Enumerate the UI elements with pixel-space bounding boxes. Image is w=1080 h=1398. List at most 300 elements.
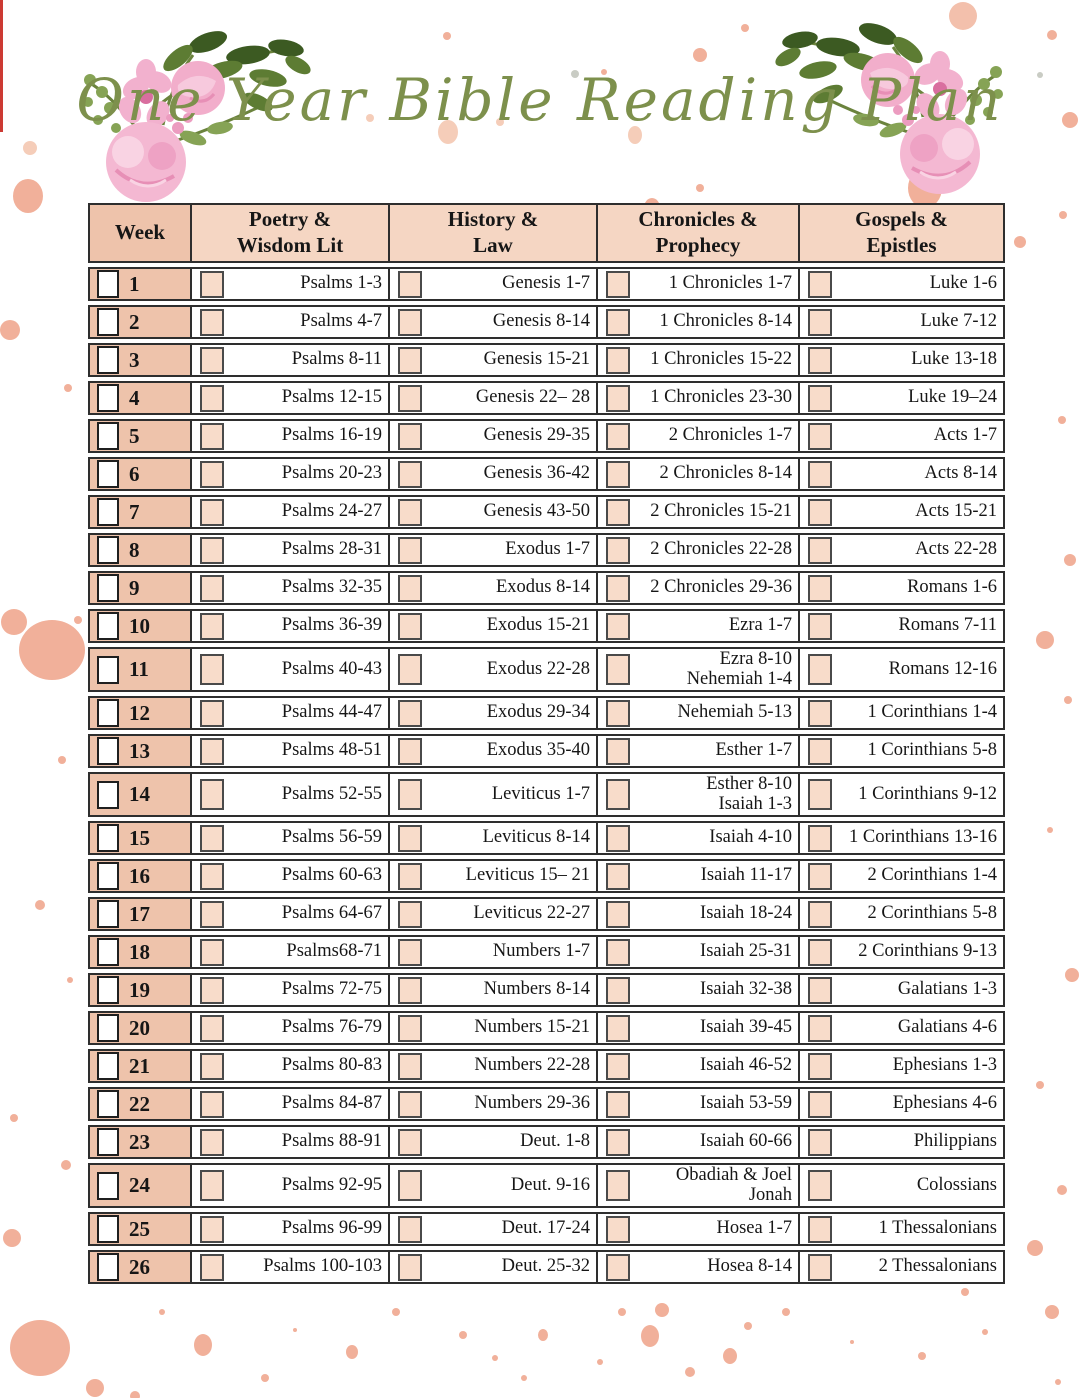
reading-checkbox[interactable] xyxy=(606,1254,630,1281)
week-number: 5 xyxy=(129,423,140,448)
reading-label: Deut. 25-32 xyxy=(501,1256,590,1277)
reading-checkbox[interactable] xyxy=(606,1015,630,1042)
reading-checkbox[interactable] xyxy=(200,939,224,966)
reading-checkbox[interactable] xyxy=(398,1091,422,1118)
column-header-label: Gospels & Epistles xyxy=(855,207,948,257)
week-checkbox[interactable] xyxy=(97,938,119,966)
reading-checkbox[interactable] xyxy=(606,825,630,852)
reading-label: Romans 12-16 xyxy=(888,658,997,679)
week-cell xyxy=(90,345,190,375)
reading-checkbox[interactable] xyxy=(398,901,422,928)
plan-row xyxy=(88,609,1005,643)
reading-checkbox[interactable] xyxy=(398,423,422,450)
reading-checkbox[interactable] xyxy=(200,1091,224,1118)
reading-checkbox[interactable] xyxy=(808,271,832,298)
reading-checkbox[interactable] xyxy=(200,738,224,765)
reading-checkbox[interactable] xyxy=(398,738,422,765)
reading-cell-gospels xyxy=(798,861,1003,891)
week-checkbox[interactable] xyxy=(97,270,119,298)
week-number: 12 xyxy=(129,700,150,725)
reading-label: Numbers 15-21 xyxy=(474,1017,590,1038)
reading-checkbox[interactable] xyxy=(200,309,224,336)
reading-label: Deut. 17-24 xyxy=(501,1218,590,1239)
reading-checkbox[interactable] xyxy=(606,537,630,564)
reading-checkbox[interactable] xyxy=(398,1129,422,1156)
reading-label: Esther 8-10 Isaiah 1-3 xyxy=(706,773,792,814)
reading-cell-poetry xyxy=(190,975,388,1005)
reading-checkbox[interactable] xyxy=(808,385,832,412)
reading-checkbox[interactable] xyxy=(808,1053,832,1080)
week-checkbox[interactable] xyxy=(97,862,119,890)
reading-cell-chronicles xyxy=(596,861,798,891)
reading-cell-history xyxy=(388,1214,596,1244)
column-header-label: Poetry & Wisdom Lit xyxy=(236,207,344,257)
reading-label: Isaiah 53-59 xyxy=(700,1093,792,1114)
reading-label: Leviticus 22-27 xyxy=(473,903,590,924)
reading-cell-chronicles xyxy=(596,1127,798,1157)
reading-cell-gospels xyxy=(798,736,1003,766)
reading-label: 2 Corinthians 9-13 xyxy=(858,941,997,962)
reading-label: Psalms 56-59 xyxy=(281,827,382,848)
reading-checkbox[interactable] xyxy=(398,309,422,336)
reading-label: 1 Corinthians 13-16 xyxy=(849,827,997,848)
plan-row xyxy=(88,571,1005,605)
reading-checkbox[interactable] xyxy=(808,347,832,374)
reading-checkbox[interactable] xyxy=(200,901,224,928)
reading-checkbox[interactable] xyxy=(606,977,630,1004)
reading-checkbox[interactable] xyxy=(398,863,422,890)
reading-label: 2 Thessalonians xyxy=(878,1256,997,1277)
reading-checkbox[interactable] xyxy=(398,271,422,298)
reading-cell-chronicles xyxy=(596,497,798,527)
reading-cell-gospels xyxy=(798,307,1003,337)
reading-cell-chronicles xyxy=(596,383,798,413)
reading-cell-poetry xyxy=(190,1165,388,1206)
week-number: 8 xyxy=(129,537,140,562)
reading-label: Numbers 22-28 xyxy=(474,1055,590,1076)
reading-checkbox[interactable] xyxy=(398,939,422,966)
reading-checkbox[interactable] xyxy=(200,825,224,852)
reading-cell-gospels xyxy=(798,1252,1003,1282)
week-number: 16 xyxy=(129,863,150,888)
reading-checkbox[interactable] xyxy=(398,499,422,526)
reading-checkbox[interactable] xyxy=(200,1129,224,1156)
reading-cell-gospels xyxy=(798,899,1003,929)
week-cell xyxy=(90,383,190,413)
reading-cell-history xyxy=(388,698,596,728)
reading-cell-poetry xyxy=(190,307,388,337)
week-number: 3 xyxy=(129,347,140,372)
reading-label: Psalms 48-51 xyxy=(281,740,382,761)
plan-row xyxy=(88,1011,1005,1045)
reading-cell-history xyxy=(388,937,596,967)
reading-checkbox[interactable] xyxy=(200,779,224,810)
reading-checkbox[interactable] xyxy=(808,825,832,852)
reading-label: 2 Corinthians 5-8 xyxy=(867,903,997,924)
reading-cell-poetry xyxy=(190,649,388,690)
reading-checkbox[interactable] xyxy=(808,977,832,1004)
week-checkbox[interactable] xyxy=(97,422,119,450)
reading-cell-chronicles xyxy=(596,1165,798,1206)
reading-label: Psalms 80-83 xyxy=(281,1055,382,1076)
reading-checkbox[interactable] xyxy=(398,461,422,488)
week-checkbox[interactable] xyxy=(97,1052,119,1080)
reading-checkbox[interactable] xyxy=(398,575,422,602)
week-checkbox[interactable] xyxy=(97,737,119,765)
reading-checkbox[interactable] xyxy=(808,654,832,685)
reading-label: Philippians xyxy=(913,1131,997,1152)
reading-label: Psalms 92-95 xyxy=(281,1174,382,1195)
reading-checkbox[interactable] xyxy=(808,901,832,928)
reading-cell-history xyxy=(388,459,596,489)
reading-checkbox[interactable] xyxy=(200,863,224,890)
column-header-chronicles xyxy=(596,205,798,261)
reading-label: Exodus 1-7 xyxy=(505,539,590,560)
reading-cell-gospels xyxy=(798,1013,1003,1043)
reading-checkbox[interactable] xyxy=(398,1053,422,1080)
reading-checkbox[interactable] xyxy=(606,499,630,526)
reading-cell-gospels xyxy=(798,1051,1003,1081)
reading-checkbox[interactable] xyxy=(808,575,832,602)
reading-checkbox[interactable] xyxy=(200,461,224,488)
reading-label: Psalms 72-75 xyxy=(281,979,382,1000)
reading-checkbox[interactable] xyxy=(808,700,832,727)
reading-label: Genesis 15-21 xyxy=(483,349,590,370)
reading-label: Esther 1-7 xyxy=(715,740,792,761)
reading-label: Deut. 9-16 xyxy=(510,1174,590,1195)
week-number: 24 xyxy=(129,1173,150,1197)
reading-checkbox[interactable] xyxy=(200,1053,224,1080)
reading-label: 1 Chronicles 23-30 xyxy=(650,387,792,408)
reading-label: Psalms 1-3 xyxy=(300,273,382,294)
reading-checkbox[interactable] xyxy=(606,654,630,685)
plan-row xyxy=(88,343,1005,377)
plan-row xyxy=(88,973,1005,1007)
reading-cell-gospels xyxy=(798,535,1003,565)
reading-checkbox[interactable] xyxy=(398,613,422,640)
plan-row xyxy=(88,533,1005,567)
reading-label: Ephesians 1-3 xyxy=(892,1055,997,1076)
reading-cell-history xyxy=(388,1165,596,1206)
reading-checkbox[interactable] xyxy=(606,423,630,450)
reading-checkbox[interactable] xyxy=(200,1216,224,1243)
reading-checkbox[interactable] xyxy=(808,779,832,810)
week-number: 9 xyxy=(129,575,140,600)
reading-cell-poetry xyxy=(190,421,388,451)
reading-checkbox[interactable] xyxy=(606,1129,630,1156)
reading-label: Psalms 96-99 xyxy=(281,1218,382,1239)
reading-cell-poetry xyxy=(190,345,388,375)
week-checkbox[interactable] xyxy=(97,824,119,852)
reading-label: 2 Corinthians 1-4 xyxy=(867,865,997,886)
reading-cell-poetry xyxy=(190,698,388,728)
week-number: 10 xyxy=(129,613,150,638)
week-checkbox[interactable] xyxy=(97,656,119,684)
reading-checkbox[interactable] xyxy=(606,1216,630,1243)
reading-label: 2 Chronicles 15-21 xyxy=(650,501,792,522)
reading-checkbox[interactable] xyxy=(398,700,422,727)
reading-cell-chronicles xyxy=(596,698,798,728)
reading-label: Galatians 4-6 xyxy=(897,1017,997,1038)
reading-label: Psalms 52-55 xyxy=(281,783,382,804)
week-checkbox[interactable] xyxy=(97,1172,119,1200)
week-cell xyxy=(90,1089,190,1119)
reading-cell-chronicles xyxy=(596,307,798,337)
week-cell xyxy=(90,459,190,489)
reading-checkbox[interactable] xyxy=(200,1170,224,1201)
reading-label: Romans 1-6 xyxy=(907,577,997,598)
week-checkbox[interactable] xyxy=(97,976,119,1004)
reading-cell-gospels xyxy=(798,774,1003,815)
reading-checkbox[interactable] xyxy=(606,901,630,928)
reading-checkbox[interactable] xyxy=(606,1170,630,1201)
reading-label: Leviticus 8-14 xyxy=(482,827,590,848)
column-header-label: Week xyxy=(114,220,166,245)
reading-checkbox[interactable] xyxy=(808,499,832,526)
reading-checkbox[interactable] xyxy=(398,825,422,852)
reading-checkbox[interactable] xyxy=(808,537,832,564)
reading-cell-history xyxy=(388,307,596,337)
reading-cell-poetry xyxy=(190,736,388,766)
reading-cell-history xyxy=(388,421,596,451)
reading-checkbox[interactable] xyxy=(808,1254,832,1281)
plan-row xyxy=(88,1087,1005,1121)
reading-cell-poetry xyxy=(190,611,388,641)
week-cell xyxy=(90,975,190,1005)
reading-label: Genesis 8-14 xyxy=(492,311,590,332)
reading-cell-chronicles xyxy=(596,899,798,929)
reading-checkbox[interactable] xyxy=(200,613,224,640)
reading-checkbox[interactable] xyxy=(200,423,224,450)
reading-label: Psalms68-71 xyxy=(286,941,382,962)
reading-label: Luke 13-18 xyxy=(911,349,997,370)
reading-checkbox[interactable] xyxy=(398,779,422,810)
reading-label: Psalms 4-7 xyxy=(300,311,382,332)
reading-checkbox[interactable] xyxy=(606,700,630,727)
reading-label: 2 Chronicles 8-14 xyxy=(659,463,792,484)
reading-label: Numbers 29-36 xyxy=(474,1093,590,1114)
week-cell xyxy=(90,421,190,451)
reading-checkbox[interactable] xyxy=(398,1015,422,1042)
reading-checkbox[interactable] xyxy=(200,575,224,602)
week-cell xyxy=(90,535,190,565)
reading-checkbox[interactable] xyxy=(200,537,224,564)
week-checkbox[interactable] xyxy=(97,612,119,640)
reading-cell-chronicles xyxy=(596,459,798,489)
reading-label: Psalms 44-47 xyxy=(281,702,382,723)
reading-checkbox[interactable] xyxy=(200,347,224,374)
reading-label: Galatians 1-3 xyxy=(897,979,997,1000)
reading-label: Luke 1-6 xyxy=(929,273,997,294)
week-cell xyxy=(90,1214,190,1244)
reading-cell-gospels xyxy=(798,269,1003,299)
reading-checkbox[interactable] xyxy=(398,1216,422,1243)
reading-label: Numbers 1-7 xyxy=(492,941,590,962)
reading-label: Leviticus 15– 21 xyxy=(465,865,590,886)
reading-checkbox[interactable] xyxy=(398,537,422,564)
reading-checkbox[interactable] xyxy=(808,1129,832,1156)
reading-checkbox[interactable] xyxy=(808,423,832,450)
reading-cell-gospels xyxy=(798,1165,1003,1206)
week-number: 2 xyxy=(129,309,140,334)
reading-label: Isaiah 25-31 xyxy=(700,941,792,962)
reading-cell-chronicles xyxy=(596,345,798,375)
week-checkbox[interactable] xyxy=(97,460,119,488)
reading-label: Nehemiah 5-13 xyxy=(677,702,792,723)
week-cell xyxy=(90,611,190,641)
reading-checkbox[interactable] xyxy=(808,939,832,966)
week-number: 17 xyxy=(129,901,150,926)
reading-cell-poetry xyxy=(190,1013,388,1043)
reading-checkbox[interactable] xyxy=(606,1053,630,1080)
reading-checkbox[interactable] xyxy=(200,700,224,727)
reading-label: Psalms 40-43 xyxy=(281,658,382,679)
reading-checkbox[interactable] xyxy=(398,1170,422,1201)
reading-checkbox[interactable] xyxy=(606,347,630,374)
week-number: 7 xyxy=(129,499,140,524)
week-checkbox[interactable] xyxy=(97,1090,119,1118)
reading-checkbox[interactable] xyxy=(808,1091,832,1118)
column-header-poetry xyxy=(190,205,388,261)
reading-cell-history xyxy=(388,774,596,815)
reading-checkbox[interactable] xyxy=(606,385,630,412)
reading-label: Psalms 32-35 xyxy=(281,577,382,598)
reading-checkbox[interactable] xyxy=(606,271,630,298)
reading-checkbox[interactable] xyxy=(398,977,422,1004)
reading-label: 1 Chronicles 8-14 xyxy=(659,311,792,332)
reading-checkbox[interactable] xyxy=(200,1254,224,1281)
reading-checkbox[interactable] xyxy=(808,1015,832,1042)
reading-checkbox[interactable] xyxy=(200,1015,224,1042)
week-checkbox[interactable] xyxy=(97,1253,119,1281)
week-checkbox[interactable] xyxy=(97,346,119,374)
week-number: 1 xyxy=(129,271,140,296)
reading-label: Genesis 29-35 xyxy=(483,425,590,446)
reading-checkbox[interactable] xyxy=(200,385,224,412)
week-checkbox[interactable] xyxy=(97,308,119,336)
reading-checkbox[interactable] xyxy=(606,939,630,966)
reading-cell-history xyxy=(388,861,596,891)
reading-cell-chronicles xyxy=(596,1089,798,1119)
week-checkbox[interactable] xyxy=(97,498,119,526)
reading-label: Psalms 16-19 xyxy=(281,425,382,446)
plan-row xyxy=(88,734,1005,768)
reading-label: Acts 1-7 xyxy=(933,425,997,446)
reading-checkbox[interactable] xyxy=(200,654,224,685)
reading-checkbox[interactable] xyxy=(200,977,224,1004)
plan-row xyxy=(88,859,1005,893)
column-header-week xyxy=(90,205,190,261)
reading-checkbox[interactable] xyxy=(200,271,224,298)
reading-checkbox[interactable] xyxy=(606,738,630,765)
plan-row xyxy=(88,772,1005,817)
plan-row xyxy=(88,457,1005,491)
week-checkbox[interactable] xyxy=(97,1014,119,1042)
week-cell xyxy=(90,573,190,603)
reading-cell-history xyxy=(388,383,596,413)
reading-cell-poetry xyxy=(190,823,388,853)
reading-label: Obadiah & Joel Jonah xyxy=(675,1164,792,1205)
reading-checkbox[interactable] xyxy=(808,309,832,336)
column-header-gospels xyxy=(798,205,1003,261)
reading-label: Psalms 36-39 xyxy=(281,615,382,636)
plan-row xyxy=(88,1125,1005,1159)
reading-checkbox[interactable] xyxy=(398,385,422,412)
reading-label: Ezra 1-7 xyxy=(728,615,792,636)
week-checkbox[interactable] xyxy=(97,1215,119,1243)
reading-label: 2 Chronicles 1-7 xyxy=(668,425,792,446)
reading-cell-history xyxy=(388,736,596,766)
week-checkbox[interactable] xyxy=(97,699,119,727)
reading-cell-chronicles xyxy=(596,1013,798,1043)
week-cell xyxy=(90,861,190,891)
reading-label: Psalms 60-63 xyxy=(281,865,382,886)
reading-label: Hosea 8-14 xyxy=(707,1256,792,1277)
reading-checkbox[interactable] xyxy=(606,613,630,640)
reading-label: Hosea 1-7 xyxy=(716,1218,792,1239)
reading-checkbox[interactable] xyxy=(808,1216,832,1243)
reading-checkbox[interactable] xyxy=(606,575,630,602)
reading-label: Exodus 35-40 xyxy=(486,740,590,761)
reading-cell-gospels xyxy=(798,698,1003,728)
reading-checkbox[interactable] xyxy=(398,654,422,685)
reading-label: Exodus 8-14 xyxy=(495,577,590,598)
week-cell xyxy=(90,823,190,853)
week-checkbox[interactable] xyxy=(97,574,119,602)
reading-checkbox[interactable] xyxy=(200,499,224,526)
reading-checkbox[interactable] xyxy=(606,863,630,890)
reading-checkbox[interactable] xyxy=(398,347,422,374)
plan-row xyxy=(88,267,1005,301)
reading-cell-poetry xyxy=(190,774,388,815)
plan-row xyxy=(88,647,1005,692)
reading-cell-poetry xyxy=(190,1214,388,1244)
week-number: 14 xyxy=(129,782,150,806)
table-header-row xyxy=(88,203,1005,263)
week-cell xyxy=(90,1013,190,1043)
week-checkbox[interactable] xyxy=(97,900,119,928)
week-number: 4 xyxy=(129,385,140,410)
week-cell xyxy=(90,736,190,766)
reading-checkbox[interactable] xyxy=(808,461,832,488)
reading-checkbox[interactable] xyxy=(606,1091,630,1118)
plan-rows xyxy=(88,267,1005,1284)
reading-checkbox[interactable] xyxy=(808,738,832,765)
reading-checkbox[interactable] xyxy=(808,613,832,640)
plan-row xyxy=(88,495,1005,529)
week-checkbox[interactable] xyxy=(97,536,119,564)
reading-label: 1 Corinthians 9-12 xyxy=(858,783,997,804)
reading-cell-history xyxy=(388,497,596,527)
week-checkbox[interactable] xyxy=(97,1128,119,1156)
reading-checkbox[interactable] xyxy=(606,309,630,336)
reading-label: Ezra 8-10 Nehemiah 1-4 xyxy=(686,648,792,689)
reading-label: Isaiah 46-52 xyxy=(700,1055,792,1076)
reading-checkbox[interactable] xyxy=(398,1254,422,1281)
week-checkbox[interactable] xyxy=(97,781,119,809)
reading-checkbox[interactable] xyxy=(808,1170,832,1201)
week-cell xyxy=(90,269,190,299)
week-number: 20 xyxy=(129,1015,150,1040)
reading-label: 1 Chronicles 15-22 xyxy=(650,349,792,370)
reading-checkbox[interactable] xyxy=(606,461,630,488)
reading-label: Isaiah 39-45 xyxy=(700,1017,792,1038)
week-checkbox[interactable] xyxy=(97,384,119,412)
reading-cell-poetry xyxy=(190,383,388,413)
reading-checkbox[interactable] xyxy=(606,779,630,810)
week-number: 18 xyxy=(129,939,150,964)
reading-checkbox[interactable] xyxy=(808,863,832,890)
